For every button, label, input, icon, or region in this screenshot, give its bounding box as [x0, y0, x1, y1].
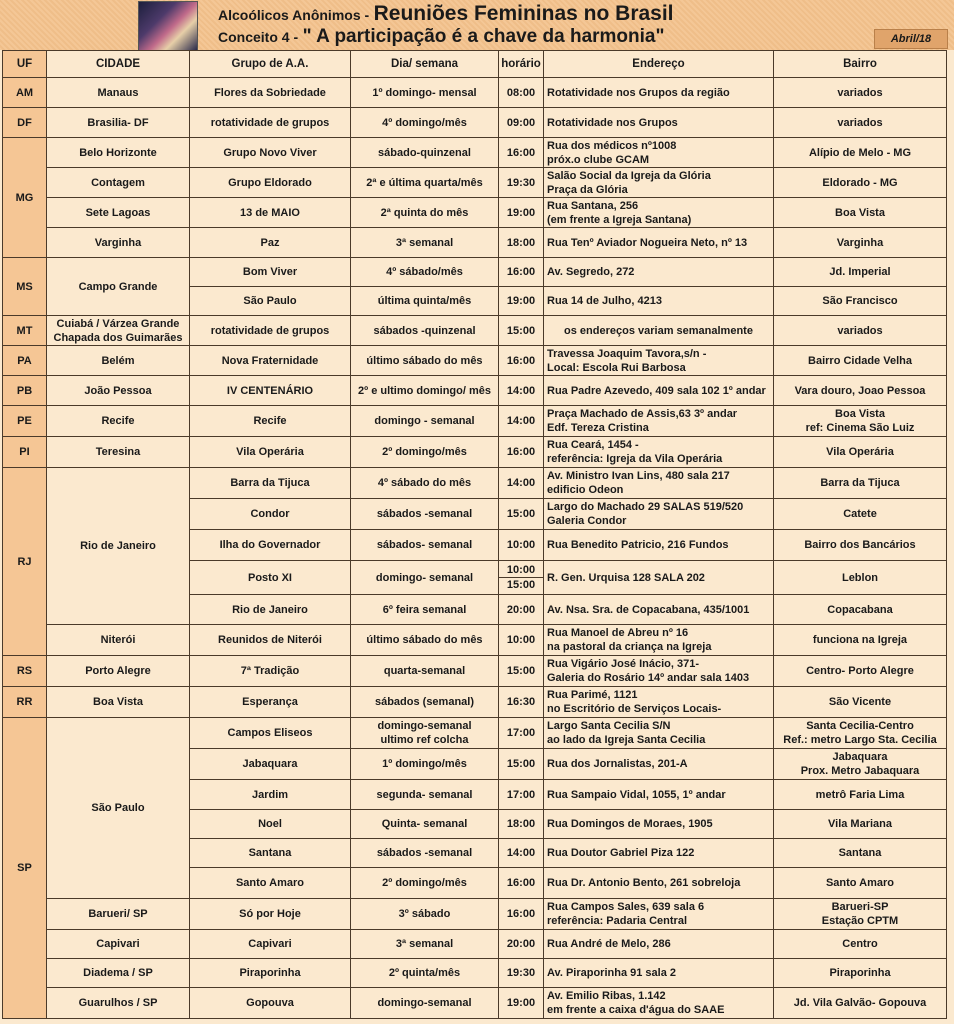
address-cell: os endereços variam semanalmente [544, 316, 774, 346]
group-cell: Rio de Janeiro [190, 595, 351, 625]
table-row [3, 228, 947, 258]
address-line: Largo Santa Cecilia S/N [547, 720, 671, 732]
bairro-cell: Copacabana [774, 595, 947, 625]
city-cell: Porto Alegre [47, 656, 190, 687]
group-cell: Gopouva [190, 988, 351, 1019]
bairro-cell: São Vicente [774, 687, 947, 718]
address-cell [544, 718, 774, 749]
col-header-time: horário [499, 51, 544, 78]
time-cell: 09:00 [499, 108, 544, 138]
time-cell: 14:00 [499, 468, 544, 499]
bairro-cell: Leblon [774, 561, 947, 595]
address-line: Rua Manoel de Abreu nº 16 [547, 627, 689, 639]
city-cell: Brasilia- DF [47, 108, 190, 138]
group-cell: Condor [190, 499, 351, 530]
time-cell: 17:00 [499, 718, 544, 749]
time-cell: 14:00 [499, 406, 544, 437]
bairro-line: Boa Vista [835, 408, 885, 420]
col-header-group: Grupo de A.A. [190, 51, 351, 78]
bairro-cell: Santana [774, 839, 947, 868]
time-cell: 16:00 [499, 346, 544, 376]
group-cell: Ilha do Governador [190, 530, 351, 561]
bairro-cell: Vara douro, Joao Pessoa [774, 376, 947, 406]
city-cell: Campo Grande [47, 258, 190, 316]
city-cell [47, 316, 190, 346]
day-cell: 4º sábado/mês [351, 258, 499, 287]
table-row [3, 78, 947, 108]
group-cell: Santana [190, 839, 351, 868]
group-cell: Santo Amaro [190, 868, 351, 899]
bairro-cell: Bairro Cidade Velha [774, 346, 947, 376]
time-cell: 19:00 [499, 988, 544, 1019]
group-cell: Reunidos de Niterói [190, 625, 351, 656]
day-cell: sábado-quinzenal [351, 138, 499, 168]
bairro-line: ref: Cinema São Luiz [805, 422, 915, 434]
header-photo [138, 1, 198, 51]
uf-cell: MS [3, 258, 47, 316]
table-row [3, 468, 947, 499]
table-row [3, 198, 947, 228]
group-cell: Vila Operária [190, 437, 351, 468]
bairro-cell: Jd. Imperial [774, 258, 947, 287]
address-cell: Rua Domingos de Moraes, 1905 [544, 810, 774, 839]
meetings-table [2, 50, 947, 1019]
time-cell: 16:00 [499, 138, 544, 168]
table-row [3, 687, 947, 718]
group-cell: Campos Eliseos [190, 718, 351, 749]
address-line: Rua dos médicos nº1008 [547, 139, 677, 152]
time-cell: 16:00 [499, 437, 544, 468]
group-cell: São Paulo [190, 287, 351, 316]
bairro-cell: Varginha [774, 228, 947, 258]
bairro-cell: funciona na Igreja [774, 625, 947, 656]
bairro-cell: Centro- Porto Alegre [774, 656, 947, 687]
city-cell: Sete Lagoas [47, 198, 190, 228]
bairro-cell: São Francisco [774, 287, 947, 316]
bairro-cell: Eldorado - MG [774, 168, 947, 198]
bairro-cell [774, 718, 947, 749]
group-cell: Piraporinha [190, 959, 351, 988]
uf-cell: DF [3, 108, 47, 138]
address-line: edificio Odeon [547, 484, 624, 496]
uf-cell: PI [3, 437, 47, 468]
day-cell [351, 718, 499, 749]
city-cell: Contagem [47, 168, 190, 198]
bairro-cell: Catete [774, 499, 947, 530]
bairro-cell: Vila Operária [774, 437, 947, 468]
table-row [3, 625, 947, 656]
address-cell: Av. Piraporinha 91 sala 2 [544, 959, 774, 988]
header-banner [0, 0, 954, 50]
city-cell: São Paulo [47, 718, 190, 899]
address-line: Travessa Joaquim Tavora,s/n - [547, 347, 707, 360]
city-cell: Rio de Janeiro [47, 468, 190, 625]
time-cell: 15:00 [499, 499, 544, 530]
address-line: Rua Parimé, 1121 [547, 689, 638, 701]
uf-cell: AM [3, 78, 47, 108]
time-cell: 18:00 [499, 228, 544, 258]
address-cell [544, 437, 774, 468]
address-cell: Rua dos Jornalistas, 201-A [544, 749, 774, 780]
uf-cell: RJ [3, 468, 47, 656]
city-cell: Barueri/ SP [47, 899, 190, 930]
main-title: Reuniões Femininas no Brasil [373, 2, 674, 25]
table-row [3, 258, 947, 287]
uf-cell: PE [3, 406, 47, 437]
bairro-line: Santa Cecilia-Centro [806, 720, 914, 732]
time-cell: 19:30 [499, 168, 544, 198]
bairro-cell: metrô Faria Lima [774, 780, 947, 810]
bairro-cell [774, 749, 947, 780]
time-cell: 15:00 [499, 316, 544, 346]
address-cell [544, 499, 774, 530]
time-cell: 19:00 [499, 287, 544, 316]
table-row [3, 138, 947, 168]
slogan: " A participação é a chave da harmonia" [302, 26, 665, 47]
table-row [3, 316, 947, 346]
org-name: Alcoólicos Anônimos - [218, 7, 370, 23]
day-cell: 2º quinta/mês [351, 959, 499, 988]
group-cell: Flores da Sobriedade [190, 78, 351, 108]
address-cell: Rua Dr. Antonio Bento, 261 sobreloja [544, 868, 774, 899]
table-row [3, 376, 947, 406]
address-line: Salão Social da Igreja da Glória [547, 169, 711, 182]
day-cell: 1º domingo- mensal [351, 78, 499, 108]
time-cell: 16:00 [499, 899, 544, 930]
page-title [218, 2, 674, 26]
city-cell: Capivari [47, 930, 190, 959]
date-badge: Abril/18 [874, 29, 948, 49]
group-cell: IV CENTENÁRIO [190, 376, 351, 406]
address-line: Rua Ceará, 1454 - [547, 439, 639, 451]
address-line: Av. Emilio Ribas, 1.142 [547, 990, 666, 1002]
day-line: domingo-semanal [377, 720, 472, 732]
col-header-bairro: Bairro [774, 51, 947, 78]
group-cell: Noel [190, 810, 351, 839]
city-cell: Recife [47, 406, 190, 437]
day-cell: 2ª quinta do mês [351, 198, 499, 228]
group-cell: Paz [190, 228, 351, 258]
time-cell: 14:00 [499, 376, 544, 406]
day-cell: segunda- semanal [351, 780, 499, 810]
city-cell: Varginha [47, 228, 190, 258]
address-line: na pastoral da criança na Igreja [547, 641, 712, 653]
uf-cell: MT [3, 316, 47, 346]
day-cell: 6º feira semanal [351, 595, 499, 625]
day-cell: 2º domingo/mês [351, 868, 499, 899]
address-cell [544, 625, 774, 656]
address-line: Galeria do Rosário 14º andar sala 1403 [547, 672, 750, 684]
bairro-line: Barueri-SP [831, 901, 889, 913]
day-cell: 3ª semanal [351, 228, 499, 258]
bairro-cell [774, 406, 947, 437]
table-row [3, 406, 947, 437]
col-header-uf: UF [3, 51, 47, 78]
group-cell: Jardim [190, 780, 351, 810]
address-cell: Av. Nsa. Sra. de Copacabana, 435/1001 [544, 595, 774, 625]
day-cell: quarta-semanal [351, 656, 499, 687]
time-cell: 16:00 [499, 868, 544, 899]
bairro-cell: variados [774, 316, 947, 346]
day-cell: Quinta- semanal [351, 810, 499, 839]
bairro-cell: variados [774, 78, 947, 108]
page-subtitle [218, 26, 665, 48]
day-cell: 4º domingo/mês [351, 108, 499, 138]
time-cell: 16:00 [499, 258, 544, 287]
address-cell [544, 406, 774, 437]
table-row [3, 656, 947, 687]
table-row [3, 718, 947, 749]
bairro-cell: Bairro dos Bancários [774, 530, 947, 561]
bairro-cell: Boa Vista [774, 198, 947, 228]
day-cell: último sábado do mês [351, 625, 499, 656]
address-line: em frente a caixa d'água do SAAE [547, 1004, 725, 1016]
city-cell: Belo Horizonte [47, 138, 190, 168]
col-header-address: Endereço [544, 51, 774, 78]
time-cell: 16:30 [499, 687, 544, 718]
time-cell: 20:00 [499, 930, 544, 959]
day-cell: sábados -semanal [351, 499, 499, 530]
group-cell: Posto XI [190, 561, 351, 595]
day-cell: 3º sábado [351, 899, 499, 930]
col-header-day: Dia/ semana [351, 51, 499, 78]
day-cell: 4º sábado do mês [351, 468, 499, 499]
table-header-row [3, 51, 947, 78]
group-cell: Recife [190, 406, 351, 437]
time-cell: 15:00 [499, 749, 544, 780]
address-cell [544, 656, 774, 687]
time-cell [499, 561, 544, 595]
address-cell: Rua Sampaio Vidal, 1055, 1º andar [544, 780, 774, 810]
uf-cell: SP [3, 718, 47, 1019]
address-cell: Rua Padre Azevedo, 409 sala 102 1º andar [544, 376, 774, 406]
concept-label: Conceito 4 - [218, 29, 299, 45]
bairro-line: Jabaquara [832, 751, 888, 763]
address-cell: Rotatividade nos Grupos da região [544, 78, 774, 108]
group-cell: 7ª Tradição [190, 656, 351, 687]
city-cell: Niterói [47, 625, 190, 656]
address-line: (em frente a Igreja Santana) [547, 213, 692, 226]
address-cell [544, 687, 774, 718]
time-cell: 19:00 [499, 198, 544, 228]
uf-cell: PA [3, 346, 47, 376]
group-cell: 13 de MAIO [190, 198, 351, 228]
address-line: Rua Santana, 256 [547, 199, 639, 212]
col-header-city: CIDADE [47, 51, 190, 78]
group-cell: rotatividade de grupos [190, 316, 351, 346]
bairro-cell: Alípio de Melo - MG [774, 138, 947, 168]
address-cell [544, 899, 774, 930]
day-cell: domingo - semanal [351, 406, 499, 437]
address-line: Local: Escola Rui Barbosa [547, 361, 686, 374]
table-row [3, 437, 947, 468]
group-cell: Esperança [190, 687, 351, 718]
address-line: próx.o clube GCAM [547, 153, 650, 166]
group-cell: Nova Fraternidade [190, 346, 351, 376]
time-cell: 10:00 [499, 625, 544, 656]
bairro-line: Estação CPTM [821, 915, 899, 927]
bairro-cell: Piraporinha [774, 959, 947, 988]
bairro-cell: Barra da Tijuca [774, 468, 947, 499]
day-cell: 1º domingo/mês [351, 749, 499, 780]
day-cell: sábados -quinzenal [351, 316, 499, 346]
address-cell: Rua André de Melo, 286 [544, 930, 774, 959]
bairro-cell: variados [774, 108, 947, 138]
group-cell: Jabaquara [190, 749, 351, 780]
city-cell: Guarulhos / SP [47, 988, 190, 1019]
uf-cell: PB [3, 376, 47, 406]
time-cell: 17:00 [499, 780, 544, 810]
day-cell: domingo-semanal [351, 988, 499, 1019]
address-line: Edf. Tereza Cristina [547, 422, 649, 434]
address-cell [544, 138, 774, 168]
address-cell [544, 346, 774, 376]
city-cell: Diadema / SP [47, 959, 190, 988]
uf-cell: RS [3, 656, 47, 687]
day-cell: 2º e ultimo domingo/ mês [351, 376, 499, 406]
table-row [3, 988, 947, 1019]
address-line: Largo do Machado 29 SALAS 519/520 [547, 501, 744, 513]
address-cell: R. Gen. Urquisa 128 SALA 202 [544, 561, 774, 595]
group-cell: Grupo Eldorado [190, 168, 351, 198]
address-cell [544, 468, 774, 499]
address-cell: Rua Tenº Aviador Nogueira Neto, nº 13 [544, 228, 774, 258]
city-cell: João Pessoa [47, 376, 190, 406]
address-line: referência: Padaria Central [547, 915, 688, 927]
address-line: Rua Campos Sales, 639 sala 6 [547, 901, 705, 913]
address-cell: Rua 14 de Julho, 4213 [544, 287, 774, 316]
day-cell: 2ª e última quarta/mês [351, 168, 499, 198]
uf-cell: RR [3, 687, 47, 718]
time-cell: 14:00 [499, 839, 544, 868]
address-line: Praça Machado de Assis,63 3º andar [547, 408, 738, 420]
group-cell: Capivari [190, 930, 351, 959]
time-line: 10:00 [499, 563, 543, 578]
time-cell: 19:30 [499, 959, 544, 988]
city-cell: Manaus [47, 78, 190, 108]
address-cell [544, 168, 774, 198]
table-row [3, 899, 947, 930]
time-cell: 08:00 [499, 78, 544, 108]
day-cell: 2º domingo/mês [351, 437, 499, 468]
bairro-line: Ref.: metro Largo Sta. Cecilia [783, 734, 937, 746]
table-row [3, 959, 947, 988]
address-line: Rua Vigário José Inácio, 371- [547, 658, 700, 670]
table-row [3, 168, 947, 198]
address-line: Galeria Condor [547, 515, 627, 527]
day-cell: domingo- semanal [351, 561, 499, 595]
address-cell: Rotatividade nos Grupos [544, 108, 774, 138]
group-cell: Grupo Novo Viver [190, 138, 351, 168]
time-cell: 20:00 [499, 595, 544, 625]
day-cell: sábados -semanal [351, 839, 499, 868]
address-line: ao lado da Igreja Santa Cecilia [547, 734, 706, 746]
group-cell: rotatividade de grupos [190, 108, 351, 138]
address-line: Av. Ministro Ivan Lins, 480 sala 217 [547, 470, 730, 482]
day-cell: última quinta/mês [351, 287, 499, 316]
address-cell: Av. Segredo, 272 [544, 258, 774, 287]
day-cell: sábados (semanal) [351, 687, 499, 718]
group-cell: Bom Viver [190, 258, 351, 287]
time-cell: 18:00 [499, 810, 544, 839]
address-cell: Rua Doutor Gabriel Piza 122 [544, 839, 774, 868]
city-cell: Teresina [47, 437, 190, 468]
time-line: 15:00 [506, 579, 536, 591]
address-line: no Escritório de Serviços Locais- [547, 703, 722, 715]
bairro-cell: Centro [774, 930, 947, 959]
bairro-cell: Santo Amaro [774, 868, 947, 899]
day-cell: sábados- semanal [351, 530, 499, 561]
address-line: referência: Igreja da Vila Operária [547, 453, 723, 465]
day-cell: 3ª semanal [351, 930, 499, 959]
city-cell: Boa Vista [47, 687, 190, 718]
day-line: ultimo ref colcha [380, 734, 469, 746]
bairro-cell [774, 899, 947, 930]
bairro-line: Prox. Metro Jabaquara [800, 765, 920, 777]
time-cell: 10:00 [499, 530, 544, 561]
address-line: Praça da Glória [547, 183, 628, 196]
bairro-cell: Vila Mariana [774, 810, 947, 839]
uf-cell: MG [3, 138, 47, 258]
address-cell [544, 198, 774, 228]
group-cell: Só por Hoje [190, 899, 351, 930]
city-cell: Belém [47, 346, 190, 376]
bairro-cell: Jd. Vila Galvão- Gopouva [774, 988, 947, 1019]
day-cell: último sábado do mês [351, 346, 499, 376]
table-row [3, 930, 947, 959]
city-line: Chapada dos Guimarães [53, 331, 183, 344]
table-row [3, 108, 947, 138]
group-cell: Barra da Tijuca [190, 468, 351, 499]
table-row [3, 346, 947, 376]
address-cell [544, 988, 774, 1019]
time-cell: 15:00 [499, 656, 544, 687]
address-cell: Rua Benedito Patricio, 216 Fundos [544, 530, 774, 561]
city-line: Cuiabá / Várzea Grande [56, 317, 180, 330]
